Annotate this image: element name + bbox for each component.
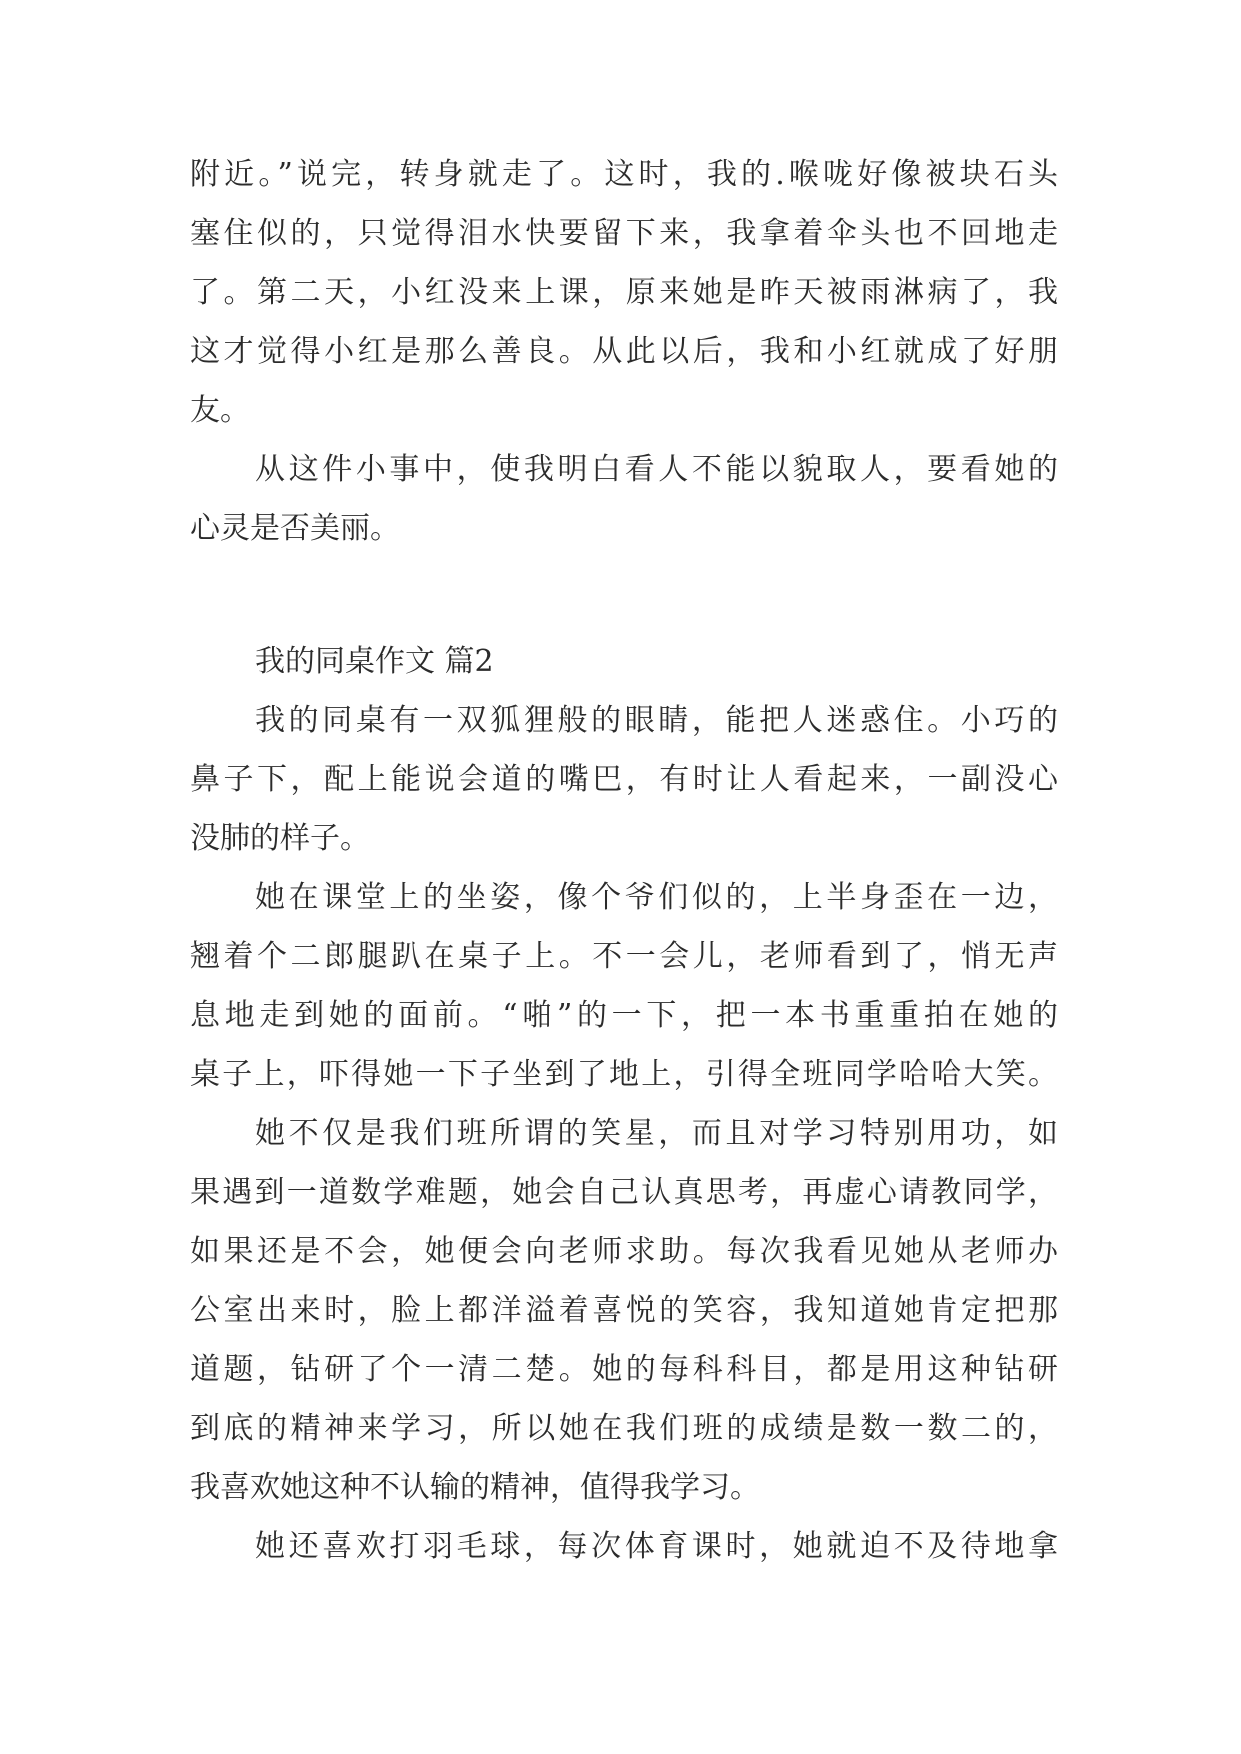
text-line: 她在课堂上的坐姿，像个爷们似的，上半身歪在一边，	[255, 880, 1058, 915]
paragraph	[190, 868, 1058, 1104]
text-line: 我喜欢她这种不认输的精神，值得我学习。	[190, 1470, 760, 1505]
paragraph	[190, 1517, 1058, 1576]
paragraph	[190, 691, 1058, 868]
section-heading: 我的同桌作文 篇2	[255, 644, 494, 679]
text-line: 如果还是不会，她便会向老师求助。每次我看见她从老师办	[190, 1234, 1058, 1269]
blank-space	[190, 617, 1058, 632]
text-line: 到底的精神来学习，所以她在我们班的成绩是数一数二的，	[190, 1411, 1058, 1446]
text-line: 翘着个二郎腿趴在桌子上。不一会儿，老师看到了，悄无声	[190, 939, 1058, 974]
blank-line	[190, 558, 1058, 617]
text-line: 鼻子下，配上能说会道的嘴巴，有时让人看起来，一副没心	[190, 762, 1058, 797]
text-line: 她不仅是我们班所谓的笑星，而且对学习特别用功，如	[255, 1116, 1058, 1151]
text-line: 道题，钻研了个一清二楚。她的每科科目，都是用这种钻研	[190, 1352, 1058, 1387]
text-line: 附近。”说完，转身就走了。这时，我的.喉咙好像被块石头	[190, 157, 1058, 192]
text-line: 了。第二天，小红没来上课，原来她是昨天被雨淋病了，我	[190, 275, 1058, 310]
text-line: 从这件小事中，使我明白看人不能以貌取人，要看她的	[255, 452, 1058, 487]
text-line: 心灵是否美丽。	[190, 511, 400, 546]
text-line: 桌子上，吓得她一下子坐到了地上，引得全班同学哈哈大笑。	[190, 1057, 1058, 1092]
paragraph	[190, 1104, 1058, 1517]
text-line: 我的同桌有一双狐狸般的眼睛，能把人迷惑住。小巧的	[255, 703, 1058, 738]
text-line: 果遇到一道数学难题，她会自己认真思考，再虚心请教同学，	[190, 1175, 1058, 1210]
paragraph	[190, 440, 1058, 558]
paragraph	[190, 145, 1058, 440]
text-line: 公室出来时，脸上都洋溢着喜悦的笑容，我知道她肯定把那	[190, 1293, 1058, 1328]
text-line: 塞住似的，只觉得泪水快要留下来，我拿着伞头也不回地走	[190, 216, 1058, 251]
text-line: 没肺的样子。	[190, 821, 370, 856]
text-line: 息地走到她的面前。“啪”的一下，把一本书重重拍在她的	[190, 998, 1058, 1033]
text-line: 这才觉得小红是那么善良。从此以后，我和小红就成了好朋	[190, 334, 1058, 369]
text-line: 友。	[190, 393, 250, 428]
document-body	[190, 145, 1058, 1576]
text-line: 她还喜欢打羽毛球，每次体育课时，她就迫不及待地拿	[255, 1529, 1058, 1564]
